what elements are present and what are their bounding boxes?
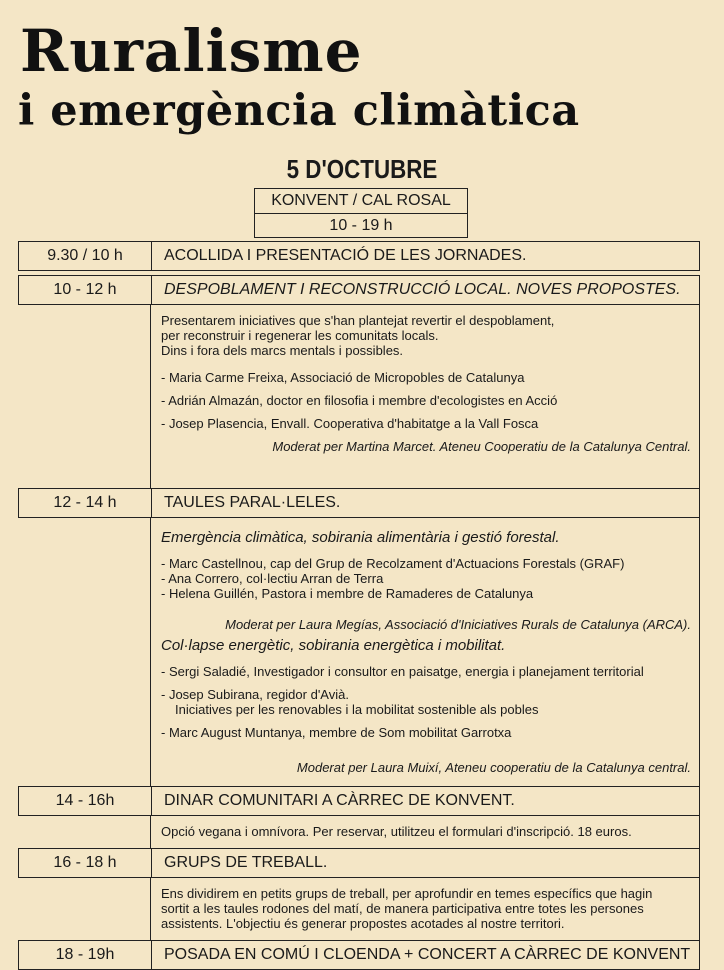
session-title: DESPOBLAMENT I RECONSTRUCCIÓ LOCAL. NOVES PROPOSTES. bbox=[164, 281, 681, 298]
speaker: - Adrián Almazán, doctor en filosofia i membre d'ecologistes en Acció bbox=[161, 393, 558, 408]
session-details bbox=[150, 305, 700, 488]
intro-line: Dins i fora dels marcs mentals i possibles. bbox=[161, 343, 404, 358]
speaker: - Josep Plasencia, Envall. Cooperativa d'habitatge a la Vall Fosca bbox=[161, 416, 539, 431]
speaker: - Maria Carme Freixa, Associació de Micropobles de Catalunya bbox=[161, 370, 525, 385]
time-cell: 16 - 18 h bbox=[19, 849, 152, 877]
session-details bbox=[150, 816, 700, 848]
moderator: Moderat per Laura Megías, Associació d'Iniciatives Rurals de Catalunya (ARCA). bbox=[225, 617, 691, 632]
table-title: Emergència climàtica, sobirania alimentària i gestió forestal. bbox=[161, 529, 560, 546]
session-details bbox=[150, 878, 700, 940]
moderator: Moderat per Martina Marcet. Ateneu Cooperatiu de la Catalunya Central. bbox=[272, 439, 691, 454]
session-note: Ens dividirem en petits grups de treball, per aprofundir en temes específics que hagin bbox=[161, 886, 653, 901]
intro-line: per reconstruir i regenerar les comunitats locals. bbox=[161, 328, 439, 343]
speaker: - Ana Correro, col·lectiu Arran de Terra bbox=[161, 571, 384, 586]
speaker: - Josep Subirana, regidor d'Avià. bbox=[161, 687, 349, 702]
schedule bbox=[18, 241, 700, 970]
speaker: - Helena Guillén, Pastora i membre de Ramaderes de Catalunya bbox=[161, 586, 534, 601]
schedule-row bbox=[18, 940, 700, 970]
schedule-row bbox=[18, 786, 700, 816]
session-title: ACOLLIDA I PRESENTACIÓ DE LES JORNADES. bbox=[164, 247, 527, 264]
speaker: - Sergi Saladié, Investigador i consultor en paisatge, energia i planejament territorial bbox=[161, 664, 644, 679]
venue-label: KONVENT / CAL ROSAL bbox=[255, 189, 467, 214]
session-note: Opció vegana i omnívora. Per reservar, utilitzeu el formulari d'inscripció. 18 euros. bbox=[161, 824, 632, 839]
event-title: Ruralisme bbox=[20, 17, 363, 85]
session-note: sortit a les taules rodones del matí, de manera participativa entre totes les persones bbox=[161, 901, 644, 916]
session-note: assistents. L'objectiu és generar propostes acotades al nostre territori. bbox=[161, 916, 565, 931]
event-date: 5 D'OCTUBRE bbox=[286, 154, 438, 184]
session-details bbox=[150, 518, 700, 786]
time-cell: 18 - 19h bbox=[19, 941, 152, 969]
time-cell: 12 - 14 h bbox=[19, 489, 152, 517]
intro-line: Presentarem iniciatives que s'han plantejat revertir el despoblament, bbox=[161, 313, 555, 328]
schedule-row bbox=[18, 241, 700, 271]
session-title: DINAR COMUNITARI A CÀRREC DE KONVENT. bbox=[164, 792, 515, 809]
session-title: TAULES PARAL·LELES. bbox=[164, 494, 341, 511]
schedule-row bbox=[18, 848, 700, 878]
session-title: GRUPS DE TREBALL. bbox=[164, 854, 328, 871]
table-title: Col·lapse energètic, sobirania energètica i mobilitat. bbox=[161, 637, 506, 654]
time-cell: 14 - 16h bbox=[19, 787, 152, 815]
speaker-note: Iniciatives per les renovables i la mobilitat sostenible als pobles bbox=[175, 702, 539, 717]
moderator: Moderat per Laura Muixí, Ateneu cooperatiu de la Catalunya central. bbox=[296, 760, 691, 775]
schedule-row bbox=[18, 275, 700, 305]
speaker: - Marc August Muntanya, membre de Som mobilitat Garrotxa bbox=[161, 725, 512, 740]
time-cell: 9.30 / 10 h bbox=[19, 242, 152, 270]
venue-box bbox=[254, 188, 468, 238]
event-subtitle: i emergència climàtica bbox=[18, 86, 580, 136]
session-title: POSADA EN COMÚ I CLOENDA + CONCERT A CÀRREC DE KONVENT bbox=[164, 946, 691, 963]
hours-label: 10 - 19 h bbox=[329, 217, 393, 234]
speaker: - Marc Castellnou, cap del Grup de Recolzament d'Actuacions Forestals (GRAF) bbox=[161, 556, 625, 571]
schedule-row bbox=[18, 488, 700, 518]
time-cell: 10 - 12 h bbox=[19, 276, 152, 304]
